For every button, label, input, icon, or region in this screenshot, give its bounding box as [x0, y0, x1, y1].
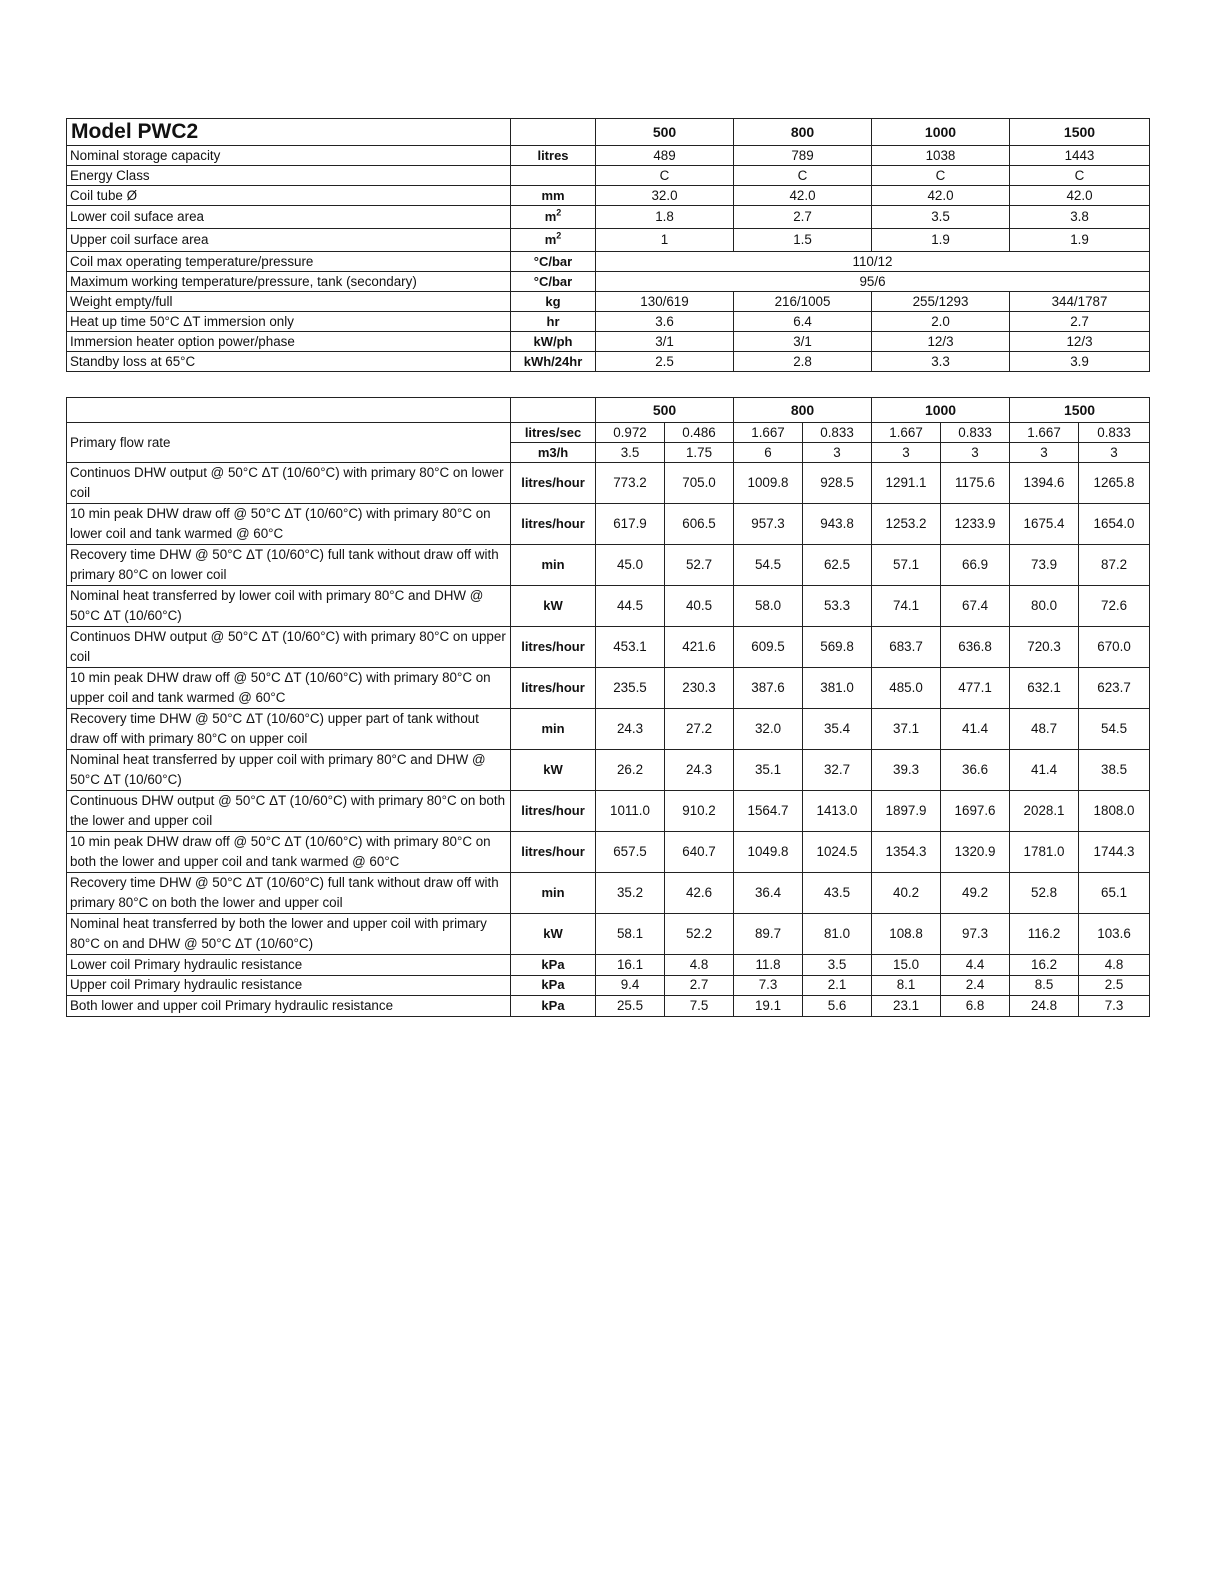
perf-value: 1233.9 — [941, 504, 1010, 545]
spec-label: Energy Class — [67, 166, 511, 186]
perf-value: 35.2 — [596, 873, 665, 914]
spec-value: C — [734, 166, 872, 186]
perf-value: 773.2 — [596, 463, 665, 504]
perf-value: 52.7 — [665, 545, 734, 586]
spec-value: C — [872, 166, 1010, 186]
spec-value: 1443 — [1010, 146, 1150, 166]
perf-unit: min — [511, 545, 596, 586]
perf-value: 32.7 — [803, 750, 872, 791]
perf-value: 25.5 — [596, 996, 665, 1017]
spec-unit: $m^2$ — [511, 229, 596, 252]
perf-value: 23.1 — [872, 996, 941, 1017]
perf-value: 609.5 — [734, 627, 803, 668]
spec-value: C — [1010, 166, 1150, 186]
perf-unit: min — [511, 873, 596, 914]
spec-value: 95/6 — [596, 272, 1150, 292]
perf-value: 569.8 — [803, 627, 872, 668]
model-header: 1500 — [1010, 398, 1150, 423]
perf-value: 4.8 — [1079, 955, 1150, 976]
perf-value: 36.6 — [941, 750, 1010, 791]
perf-value: 43.5 — [803, 873, 872, 914]
spec-value: 3.5 — [872, 206, 1010, 229]
perf-value: 1253.2 — [872, 504, 941, 545]
perf-value: 657.5 — [596, 832, 665, 873]
perf-value: 4.8 — [665, 955, 734, 976]
perf-value: 1291.1 — [872, 463, 941, 504]
perf-label: Recovery time DHW @ 50°C ΔT (10/60°C) full tank without draw off with primary 80°C on lower coil — [67, 545, 511, 586]
perf-value: 15.0 — [872, 955, 941, 976]
perf-value: 1744.3 — [1079, 832, 1150, 873]
perf-value: 58.1 — [596, 914, 665, 955]
perf-value: 928.5 — [803, 463, 872, 504]
spec-value: 344/1787 — [1010, 292, 1150, 312]
flow-value: 1.667 — [872, 423, 941, 443]
perf-value: 1413.0 — [803, 791, 872, 832]
spec-value: 42.0 — [872, 186, 1010, 206]
spec-value: 1.5 — [734, 229, 872, 252]
spec-label: Standby loss at 65°C — [67, 352, 511, 372]
spec-unit: °C/bar — [511, 272, 596, 292]
perf-value: 24.8 — [1010, 996, 1079, 1017]
perf-value: 80.0 — [1010, 586, 1079, 627]
spec-row — [67, 229, 1150, 252]
perf-unit: kPa — [511, 996, 596, 1017]
perf-row — [67, 914, 1150, 955]
flow-value: 3 — [872, 443, 941, 463]
perf-value: 11.8 — [734, 955, 803, 976]
perf-value: 16.1 — [596, 955, 665, 976]
perf-unit: kW — [511, 750, 596, 791]
perf-value: 3.5 — [803, 955, 872, 976]
perf-value: 381.0 — [803, 668, 872, 709]
perf-value: 24.3 — [596, 709, 665, 750]
perf-value: 32.0 — [734, 709, 803, 750]
model-header: 500 — [596, 398, 734, 423]
perf-value: 89.7 — [734, 914, 803, 955]
perf-value: 2.1 — [803, 975, 872, 996]
perf-value: 6.8 — [941, 996, 1010, 1017]
spec-value: 3.3 — [872, 352, 1010, 372]
perf-value: 705.0 — [665, 463, 734, 504]
perf-label: 10 min peak DHW draw off @ 50°C ΔT (10/60°C) with primary 80°C on both the lower and upper coil and tank warmed @ 60°C — [67, 832, 511, 873]
spec-unit: kg — [511, 292, 596, 312]
perf-value: 9.4 — [596, 975, 665, 996]
perf-value: 1564.7 — [734, 791, 803, 832]
perf-unit: litres/hour — [511, 832, 596, 873]
perf-value: 1697.6 — [941, 791, 1010, 832]
perf-unit: litres/hour — [511, 627, 596, 668]
perf-value: 640.7 — [665, 832, 734, 873]
perf-value: 8.1 — [872, 975, 941, 996]
perf-unit: min — [511, 709, 596, 750]
spec-value: 1.8 — [596, 206, 734, 229]
flow-value: 0.486 — [665, 423, 734, 443]
perf-value: 16.2 — [1010, 955, 1079, 976]
perf-value: 62.5 — [803, 545, 872, 586]
perf-value: 38.5 — [1079, 750, 1150, 791]
spec-label: Coil tube Ø — [67, 186, 511, 206]
perf-value: 1320.9 — [941, 832, 1010, 873]
perf-row — [67, 504, 1150, 545]
spec-value: 1 — [596, 229, 734, 252]
spec-label: Nominal storage capacity — [67, 146, 511, 166]
perf-unit: kW — [511, 914, 596, 955]
spec-row — [67, 206, 1150, 229]
spec-row — [67, 312, 1150, 332]
perf-value: 636.8 — [941, 627, 1010, 668]
perf-value: 24.3 — [665, 750, 734, 791]
perf-value: 485.0 — [872, 668, 941, 709]
spec-value: 12/3 — [872, 332, 1010, 352]
spec-unit — [511, 166, 596, 186]
model-header: 1000 — [872, 398, 1010, 423]
perf-value: 8.5 — [1010, 975, 1079, 996]
perf-row — [67, 668, 1150, 709]
flow-value: 3 — [1010, 443, 1079, 463]
spec-row — [67, 352, 1150, 372]
performance-table — [66, 397, 1150, 1017]
performance-table-body — [67, 398, 1150, 1017]
perf-value: 477.1 — [941, 668, 1010, 709]
spec-row — [67, 186, 1150, 206]
perf-value: 943.8 — [803, 504, 872, 545]
perf-row — [67, 955, 1150, 976]
perf-value: 1009.8 — [734, 463, 803, 504]
perf-value: 1781.0 — [1010, 832, 1079, 873]
perf-value: 97.3 — [941, 914, 1010, 955]
perf-value: 41.4 — [1010, 750, 1079, 791]
perf-label: 10 min peak DHW draw off @ 50°C ΔT (10/60°C) with primary 80°C on upper coil and tank warmed @ 60°C — [67, 668, 511, 709]
perf-header-row — [67, 398, 1150, 423]
spec-value: 1.9 — [872, 229, 1010, 252]
perf-value: 57.1 — [872, 545, 941, 586]
spec-unit: mm — [511, 186, 596, 206]
model-header: 800 — [734, 119, 872, 146]
spec-value: 2.0 — [872, 312, 1010, 332]
unit-header — [511, 398, 596, 423]
spec-unit: litres — [511, 146, 596, 166]
perf-value: 7.3 — [1079, 996, 1150, 1017]
spec-unit: kW/ph — [511, 332, 596, 352]
flow-label: Primary flow rate — [67, 423, 511, 463]
perf-value: 421.6 — [665, 627, 734, 668]
flow-unit: litres/sec — [511, 423, 596, 443]
perf-value: 40.2 — [872, 873, 941, 914]
perf-value: 617.9 — [596, 504, 665, 545]
perf-value: 670.0 — [1079, 627, 1150, 668]
spec-header-row — [67, 119, 1150, 146]
perf-unit: kW — [511, 586, 596, 627]
perf-value: 632.1 — [1010, 668, 1079, 709]
spec-row — [67, 252, 1150, 272]
spec-row — [67, 146, 1150, 166]
spec-label: Weight empty/full — [67, 292, 511, 312]
flow-value: 1.667 — [1010, 423, 1079, 443]
spec-value: 255/1293 — [872, 292, 1010, 312]
perf-value: 52.8 — [1010, 873, 1079, 914]
perf-label: Nominal heat transferred by both the lower and upper coil with primary 80°C on and DHW @ 50°C ΔT (10/60°C) — [67, 914, 511, 955]
perf-unit: litres/hour — [511, 791, 596, 832]
perf-value: 387.6 — [734, 668, 803, 709]
perf-value: 720.3 — [1010, 627, 1079, 668]
perf-value: 230.3 — [665, 668, 734, 709]
spec-table — [66, 118, 1150, 372]
spec-row — [67, 332, 1150, 352]
model-title: Model PWC2 — [67, 119, 511, 146]
perf-value: 1175.6 — [941, 463, 1010, 504]
perf-value: 37.1 — [872, 709, 941, 750]
perf-value: 53.3 — [803, 586, 872, 627]
perf-value: 103.6 — [1079, 914, 1150, 955]
spec-value: 32.0 — [596, 186, 734, 206]
unit-header — [511, 119, 596, 146]
perf-value: 606.5 — [665, 504, 734, 545]
spec-value: 6.4 — [734, 312, 872, 332]
perf-value: 910.2 — [665, 791, 734, 832]
perf-value: 42.6 — [665, 873, 734, 914]
model-header: 500 — [596, 119, 734, 146]
perf-label: Lower coil Primary hydraulic resistance — [67, 955, 511, 976]
perf-value: 683.7 — [872, 627, 941, 668]
spec-unit: $m^2$ — [511, 206, 596, 229]
spec-table-body — [67, 119, 1150, 372]
flow-value: 3 — [803, 443, 872, 463]
perf-unit: kPa — [511, 955, 596, 976]
perf-value: 116.2 — [1010, 914, 1079, 955]
spec-unit: hr — [511, 312, 596, 332]
spec-value: C — [596, 166, 734, 186]
spec-label: Heat up time 50°C ΔT immersion only — [67, 312, 511, 332]
spec-value: 3.8 — [1010, 206, 1150, 229]
spec-value: 1.9 — [1010, 229, 1150, 252]
perf-value: 2.5 — [1079, 975, 1150, 996]
perf-value: 1675.4 — [1010, 504, 1079, 545]
flow-value: 1.667 — [734, 423, 803, 443]
spec-value: 2.7 — [1010, 312, 1150, 332]
spec-unit: kWh/24hr — [511, 352, 596, 372]
perf-value: 2028.1 — [1010, 791, 1079, 832]
perf-value: 40.5 — [665, 586, 734, 627]
perf-row — [67, 791, 1150, 832]
perf-value: 81.0 — [803, 914, 872, 955]
perf-unit: litres/hour — [511, 504, 596, 545]
spec-label: Upper coil surface area — [67, 229, 511, 252]
perf-value: 1808.0 — [1079, 791, 1150, 832]
perf-value: 65.1 — [1079, 873, 1150, 914]
perf-value: 4.4 — [941, 955, 1010, 976]
perf-value: 67.4 — [941, 586, 1010, 627]
perf-value: 1354.3 — [872, 832, 941, 873]
perf-value: 1394.6 — [1010, 463, 1079, 504]
perf-value: 235.5 — [596, 668, 665, 709]
spec-value: 789 — [734, 146, 872, 166]
perf-row — [67, 709, 1150, 750]
flow-value: 3 — [1079, 443, 1150, 463]
perf-value: 1265.8 — [1079, 463, 1150, 504]
perf-value: 73.9 — [1010, 545, 1079, 586]
perf-value: 19.1 — [734, 996, 803, 1017]
perf-value: 66.9 — [941, 545, 1010, 586]
perf-label: Both lower and upper coil Primary hydraulic resistance — [67, 996, 511, 1017]
flow-unit: m3/h — [511, 443, 596, 463]
flow-row — [67, 423, 1150, 443]
spec-value: 130/619 — [596, 292, 734, 312]
spec-row — [67, 292, 1150, 312]
perf-row — [67, 996, 1150, 1017]
spec-value: 42.0 — [734, 186, 872, 206]
spec-label: Lower coil suface area — [67, 206, 511, 229]
perf-row — [67, 627, 1150, 668]
perf-row — [67, 975, 1150, 996]
spec-label: Immersion heater option power/phase — [67, 332, 511, 352]
perf-value: 36.4 — [734, 873, 803, 914]
perf-value: 453.1 — [596, 627, 665, 668]
spec-value: 12/3 — [1010, 332, 1150, 352]
perf-value: 49.2 — [941, 873, 1010, 914]
flow-value: 0.833 — [941, 423, 1010, 443]
flow-value: 3.5 — [596, 443, 665, 463]
spec-value: 489 — [596, 146, 734, 166]
spec-value: 42.0 — [1010, 186, 1150, 206]
flow-value: 3 — [941, 443, 1010, 463]
flow-value: 0.972 — [596, 423, 665, 443]
perf-value: 108.8 — [872, 914, 941, 955]
spec-value: 110/12 — [596, 252, 1150, 272]
perf-value: 45.0 — [596, 545, 665, 586]
spec-value: 216/1005 — [734, 292, 872, 312]
perf-value: 623.7 — [1079, 668, 1150, 709]
perf-value: 2.7 — [665, 975, 734, 996]
perf-value: 87.2 — [1079, 545, 1150, 586]
perf-value: 1024.5 — [803, 832, 872, 873]
perf-value: 27.2 — [665, 709, 734, 750]
spec-value: 3/1 — [734, 332, 872, 352]
perf-value: 1897.9 — [872, 791, 941, 832]
spec-value: 3.9 — [1010, 352, 1150, 372]
perf-label: Nominal heat transferred by upper coil with primary 80°C and DHW @ 50°C ΔT (10/60°C) — [67, 750, 511, 791]
perf-value: 54.5 — [1079, 709, 1150, 750]
perf-label: Recovery time DHW @ 50°C ΔT (10/60°C) upper part of tank without draw off with primary 80°C on upper coil — [67, 709, 511, 750]
perf-row — [67, 463, 1150, 504]
perf-label: Nominal heat transferred by lower coil with primary 80°C and DHW @ 50°C ΔT (10/60°C) — [67, 586, 511, 627]
spec-unit: °C/bar — [511, 252, 596, 272]
perf-row — [67, 750, 1150, 791]
perf-value: 1049.8 — [734, 832, 803, 873]
flow-value: 6 — [734, 443, 803, 463]
perf-label: Upper coil Primary hydraulic resistance — [67, 975, 511, 996]
perf-value: 58.0 — [734, 586, 803, 627]
perf-row — [67, 545, 1150, 586]
spec-value: 2.5 — [596, 352, 734, 372]
flow-value: 1.75 — [665, 443, 734, 463]
model-header: 1500 — [1010, 119, 1150, 146]
spec-value: 3.6 — [596, 312, 734, 332]
perf-value: 5.6 — [803, 996, 872, 1017]
perf-label: Continuous DHW output @ 50°C ΔT (10/60°C) with primary 80°C on both the lower and upper coil — [67, 791, 511, 832]
model-header: 800 — [734, 398, 872, 423]
perf-value: 26.2 — [596, 750, 665, 791]
perf-value: 39.3 — [872, 750, 941, 791]
flow-value: 0.833 — [1079, 423, 1150, 443]
perf-label: Recovery time DHW @ 50°C ΔT (10/60°C) full tank without draw off with primary 80°C on both the lower and upper coil — [67, 873, 511, 914]
spec-label: Coil max operating temperature/pressure — [67, 252, 511, 272]
spec-value: 1038 — [872, 146, 1010, 166]
model-header: 1000 — [872, 119, 1010, 146]
label-header — [67, 398, 511, 423]
perf-value: 957.3 — [734, 504, 803, 545]
spec-value: 3/1 — [596, 332, 734, 352]
spec-label: Maximum working temperature/pressure, tank (secondary) — [67, 272, 511, 292]
perf-unit: litres/hour — [511, 463, 596, 504]
perf-value: 7.3 — [734, 975, 803, 996]
perf-value: 1011.0 — [596, 791, 665, 832]
perf-value: 41.4 — [941, 709, 1010, 750]
perf-value: 54.5 — [734, 545, 803, 586]
perf-value: 1654.0 — [1079, 504, 1150, 545]
perf-label: Continuos DHW output @ 50°C ΔT (10/60°C) with primary 80°C on upper coil — [67, 627, 511, 668]
spec-value: 2.8 — [734, 352, 872, 372]
perf-value: 48.7 — [1010, 709, 1079, 750]
perf-unit: kPa — [511, 975, 596, 996]
spec-row — [67, 272, 1150, 292]
perf-value: 2.4 — [941, 975, 1010, 996]
flow-value: 0.833 — [803, 423, 872, 443]
perf-value: 35.1 — [734, 750, 803, 791]
perf-value: 72.6 — [1079, 586, 1150, 627]
spec-value: 2.7 — [734, 206, 872, 229]
perf-value: 44.5 — [596, 586, 665, 627]
perf-value: 52.2 — [665, 914, 734, 955]
spec-row — [67, 166, 1150, 186]
perf-unit: litres/hour — [511, 668, 596, 709]
perf-row — [67, 586, 1150, 627]
perf-value: 74.1 — [872, 586, 941, 627]
perf-value: 7.5 — [665, 996, 734, 1017]
perf-value: 35.4 — [803, 709, 872, 750]
perf-label: Continuos DHW output @ 50°C ΔT (10/60°C) with primary 80°C on lower coil — [67, 463, 511, 504]
perf-row — [67, 832, 1150, 873]
perf-label: 10 min peak DHW draw off @ 50°C ΔT (10/60°C) with primary 80°C on lower coil and tank warmed @ 60°C — [67, 504, 511, 545]
perf-row — [67, 873, 1150, 914]
